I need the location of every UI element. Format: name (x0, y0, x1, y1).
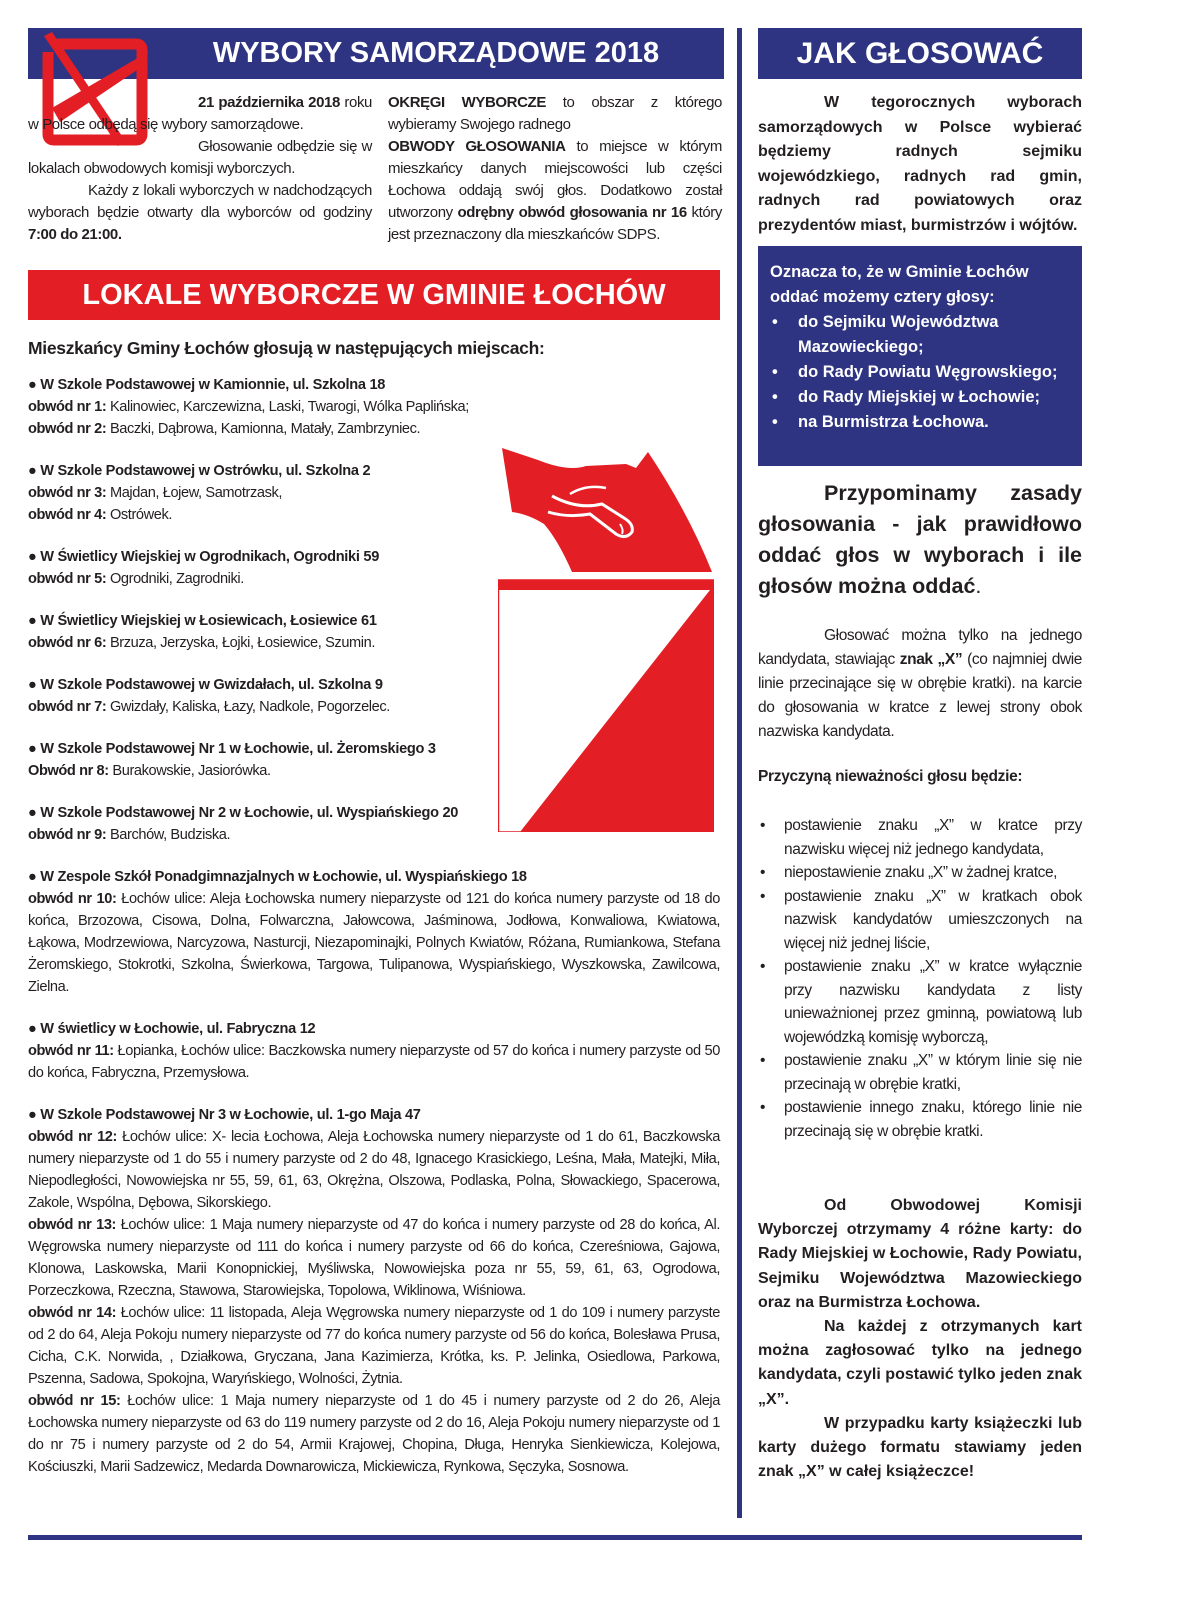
location-title: ● W Szkole Podstawowej w Kamionnie, ul. Szkolna 18 (28, 377, 386, 393)
hand-ballot-box-icon (498, 432, 714, 832)
obwod-entry (28, 1040, 720, 1084)
obwod-label: obwód nr 4: (28, 507, 107, 523)
obwod-label: obwód nr 14: (28, 1305, 117, 1321)
lokale-lead: Mieszkańcy Gminy Łochów głosują w następujących miejscach: (28, 338, 545, 358)
invalid-item: • postawienie innego znaku, którego linie nie przecinają się w obrębie kratki. (758, 1096, 1082, 1143)
right-intro-text: W tegorocznych wyborach samorządowych w Polsce wybierać będziemy radnych sejmiku wojewódzkiego, radnych rad gmin, radnych rad powiatowych oraz prezydentów miast, burmistrzów i wójtów. (758, 94, 1082, 234)
opening-hours: 7:00 do 21:00. (28, 226, 122, 243)
obwod-entry (28, 888, 720, 998)
how-to-vote-banner (758, 28, 1082, 79)
invalid-list (758, 814, 1082, 1143)
location-title: ● W Świetlicy Wiejskiej w Łosiewicach, Łosiewice 61 (28, 613, 377, 629)
obwod-streets: Łopianka, Łochów ulice: Baczkowska numery nieparzyste od 57 do końca i numery parzyste od 50 do końca, Fabryczna, Przemysłowa. (28, 1043, 720, 1081)
obwod-label: obwód nr 13: (28, 1217, 117, 1233)
bottom-rule (28, 1535, 1082, 1540)
obwod-label: obwód nr 7: (28, 699, 107, 715)
invalid-item: • postawienie znaku „X” w kratce wyłącznie przy nazwisku kandydata z listy unieważnionej przez gminną, powiatową lub wojewódzką komisję wyborczą, (758, 955, 1082, 1049)
obwod-entry (28, 824, 508, 846)
intro-text: roku w Polsce odbędą się wybory samorządowe. (28, 94, 372, 133)
votes-list (770, 310, 1070, 435)
obwod-label: obwód nr 9: (28, 827, 107, 843)
obwod-entry (28, 482, 508, 504)
vote-item: • do Rady Miejskiej w Łochowie; (770, 385, 1070, 410)
obwod-streets: Kalinowiec, Karczewizna, Laski, Twarogi, Wólka Paplińska; (106, 399, 469, 415)
obwod-entry (28, 568, 508, 590)
location-item (28, 610, 508, 654)
obwod-label: obwód nr 15: (28, 1393, 121, 1409)
obwod-label: obwód nr 2: (28, 421, 107, 437)
cards-paragraph: W przypadku karty książeczki lub karty dużego formatu stawiamy jeden znak „X” w całej książeczce! (758, 1414, 1082, 1481)
intro-right (388, 92, 722, 246)
location-item (28, 674, 508, 718)
intro-text: Każdy z lokali wyborczych w nadchodzących wyborach będzie otwarty dla wyborców od godziny (28, 182, 372, 221)
obwod-streets: Ogrodniki, Zagrodniki. (106, 571, 244, 587)
votes-lead: Oznacza to, że w Gminie Łochów oddać możemy cztery głosy: (770, 263, 1029, 306)
location-item (28, 546, 508, 590)
obwod-entry (28, 418, 508, 440)
invalid-item: • postawienie znaku „X” w którym linie się nie przecinają w obrębie kratki, (758, 1049, 1082, 1096)
intro-left (28, 92, 372, 246)
location-item (28, 1018, 720, 1084)
obwod-entry (28, 396, 508, 418)
location-title: ● W Szkole Podstawowej w Gwizdałach, ul. Szkolna 9 (28, 677, 383, 693)
obwod-label: obwód nr 5: (28, 571, 107, 587)
reminder-period: . (975, 574, 982, 598)
obwod-streets: Łochów ulice: 1 Maja numery nieparzyste od 47 do końca i numery parzyste od 28 do końca, Al. Węgrowska numery nieparzyste od 111 do końca i numery parzyste od 66 do końca, Czereśniowa, Gajowa, Klonowa, Laskowska, Marii Konopnickiej, Myśliwska, Nowowiejska poza nr 55, 59, 61, 63, Ogrodowa, Porzeczkowa, Rzeczna, Stawowa, Starowiejska, Topolowa, Wiklinowa, Wiśniowa. (28, 1217, 720, 1299)
obwod-streets: Ostrówek. (106, 507, 173, 523)
vote-item: • do Sejmiku Województwa Mazowieckiego; (770, 310, 1070, 360)
obwod-streets: Łochów ulice: 11 listopada, Aleja Węgrowska numery nieparzyste od 1 do 109 i numery parzyste od 2 do 64, Aleja Pokoju numery nieparzyste od 77 do końca numery parzyste od 56 do końca, Bolesława Prusa, Cicha, C.K. Norwida, , Działkowa, Gryczana, Jana Kazimierza, Krótka, ks. P. Jelinka, Osiedlowa, Parkowa, Pszenna, Sadowa, Spokojna, Waryńskiego, Wolności, Żytnia. (28, 1305, 720, 1387)
obwod16-term: odrębny obwód głosowania nr 16 (457, 204, 687, 221)
obwod-streets: Barchów, Budziska. (106, 827, 231, 843)
location-item (28, 802, 508, 846)
how-text: (co najmniej dwie linie przecinające się w obrębie kratki). na karcie do głosowania w kratce z lewej strony obok nazwiska kandydata. (758, 651, 1083, 740)
okregi-definition: to obszar z którego wybieramy Swojego radnego (388, 94, 722, 133)
obwod-entry (28, 1302, 720, 1390)
cards-info (758, 1194, 1082, 1484)
obwody-term: OBWODY GŁOSOWANIA (388, 138, 566, 155)
obwod-streets: Łochów ulice: X- lecia Łochowa, Aleja Łochowska numery nieparzyste od 1 do 61, Baczkowska numery nieparzyste od 1 do 55 i numery parzyste od 2 do 48, Ignacego Krasickiego, Leśna, Mała, Matejki, Miła, Niepodległości, Nowowiejska nr 55, 59, 61, 63, Okrężna, Olszowa, Podlaska, Polna, Słowackiego, Spacerowa, Zakole, Wspólna, Dębowa, Sikorskiego. (28, 1129, 721, 1211)
obwod-streets: Łochów ulice: Aleja Łochowska numery nieparzyste od 121 do końca numery parzyste od 18 do końca, Brzozowa, Cisowa, Dolna, Folwarczna, Jałowcowa, Jaśminowa, Jodłowa, Konwaliowa, Kwiatowa, Łąkowa, Modrzewiowa, Narcyzowa, Nasturcji, Niezapominajki, Polnych Kwiatów, Różana, Rumiankowa, Stefana Żeromskiego, Stokrotki, Szkolna, Świerkowa, Targowa, Tulipanowa, Wyspiańskiego, Wyszkowska, Zawilcowa, Zielna. (28, 891, 720, 995)
how-to-vote-title: JAK GŁOSOWAĆ (796, 36, 1044, 70)
location-item (28, 738, 508, 782)
location-item (28, 374, 508, 440)
obwod-entry (28, 1390, 720, 1478)
location-title: ● W świetlicy w Łochowie, ul. Fabryczna 12 (28, 1021, 316, 1037)
how-to-vote-text (758, 624, 1082, 744)
location-title: ● W Szkole Podstawowej Nr 1 w Łochowie, ul. Żeromskiego 3 (28, 741, 436, 757)
reminder-text: Przypominamy zasady głosowania - jak prawidłowo oddać głos w wyborach i ile głosów można oddać (758, 481, 1082, 598)
section-title: LOKALE WYBORCZE W GMINIE ŁOCHÓW (82, 278, 666, 311)
location-item (28, 1104, 720, 1478)
cards-paragraph: Na każdej z otrzymanych kart można zagłosować tylko na jednego kandydata, czyli postawić tylko jeden znak „X”. (758, 1318, 1082, 1408)
invalid-title: Przyczyną nieważności głosu będzie: (758, 768, 1023, 785)
obwod-entry (28, 632, 508, 654)
invalid-item: • postawienie znaku „X” w kratkach obok nazwisk kandydatów umieszczonych na więcej niż jednej liście, (758, 885, 1082, 956)
how-text: Głosować można tylko na jednego kandydata, stawiając (758, 627, 1082, 668)
page-title: WYBORY SAMORZĄDOWE 2018 (212, 37, 660, 69)
obwod-streets: Gwizdały, Kaliska, Łazy, Nadkole, Pogorzelec. (106, 699, 390, 715)
location-title: ● W Szkole Podstawowej Nr 2 w Łochowie, ul. Wyspiańskiego 20 (28, 805, 459, 821)
cards-paragraph: Od Obwodowej Komisji Wyborczej otrzymamy 4 różne karty: do Rady Miejskiej w Łochowie, Rady Powiatu, Sejmiku Województwa Mazowieckiego oraz na Burmistrza Łochowa. (758, 1197, 1082, 1311)
intro-text: Głosowanie odbędzie się w lokalach obwodowych komisji wyborczych. (28, 138, 372, 177)
invalid-item: • postawienie znaku „X” w kratce przy nazwisku więcej niż jednego kandydata, (758, 814, 1082, 861)
obwod-entry (28, 1214, 720, 1302)
location-title: ● W Świetlicy Wiejskiej w Ogrodnikach, Ogrodniki 59 (28, 549, 380, 565)
obwod-entry (28, 696, 508, 718)
obwod-streets: Baczki, Dąbrowa, Kamionna, Matały, Zambrzyniec. (106, 421, 421, 437)
obwod-label: Obwód nr 8: (28, 763, 109, 779)
location-title: ● W Zespole Szkół Ponadgimnazjalnych w Łochowie, ul. Wyspiańskiego 18 (28, 869, 527, 885)
location-title: ● W Szkole Podstawowej Nr 3 w Łochowie, ul. 1-go Maja 47 (28, 1107, 421, 1123)
obwod-streets: Brzuza, Jerzyska, Łojki, Łosiewice, Szumin. (106, 635, 375, 651)
obwod-label: obwód nr 12: (28, 1129, 117, 1145)
votes-box (758, 246, 1082, 466)
obwody-definition: to miejsce w którym mieszkańcy danych miejscowości lub części Łochowa oddają swój głos. Dodatkowo został utworzony (388, 138, 722, 221)
location-item (28, 460, 508, 526)
obwod-entry (28, 1126, 720, 1214)
obwod-label: obwód nr 3: (28, 485, 107, 501)
right-intro (758, 91, 1082, 238)
obwod-label: obwód nr 11: (28, 1043, 114, 1059)
column-divider (737, 28, 742, 1518)
obwod-entry (28, 760, 508, 782)
obwod-streets: Łochów ulice: 1 Maja numery nieparzyste od 1 do 45 i numery parzyste od 2 do 26, Aleja Łochowska numery nieparzyste od 63 do 119 numery parzyste od 2 do 16, Aleja Pokoju numery nieparzyste od 1 do nr 75 i numery parzyste od 2 do 54, Armii Krajowej, Chopina, Długa, Henryka Sienkiewicza, Kolejowa, Kościuszki, Marii Sadzewicz, Medarda Downarowicza, Mickiewicza, Rynkowa, Sęczyka, Sosnowa. (28, 1393, 720, 1475)
obwod-label: obwód nr 6: (28, 635, 107, 651)
location-item (28, 866, 720, 998)
lokale-banner (28, 270, 720, 320)
invalid-item: • niepostawienie znaku „X” w żadnej kratce, (758, 861, 1082, 885)
vote-item: • do Rady Powiatu Węgrowskiego; (770, 360, 1070, 385)
x-mark-term: znak „X” (899, 651, 963, 668)
reminder (758, 478, 1082, 602)
election-date: 21 października 2018 (198, 94, 340, 111)
obwod-entry (28, 504, 508, 526)
obwod16-definition: który jest przeznaczony dla mieszkańców SDPS. (388, 204, 722, 243)
obwod-streets: Majdan, Łojew, Samotrzask, (106, 485, 283, 501)
obwod-label: obwód nr 10: (28, 891, 117, 907)
vote-item: • na Burmistrza Łochowa. (770, 410, 1070, 435)
obwod-label: obwód nr 1: (28, 399, 107, 415)
okregi-term: OKRĘGI WYBORCZE (388, 94, 546, 111)
location-title: ● W Szkole Podstawowej w Ostrówku, ul. Szkolna 2 (28, 463, 371, 479)
obwod-streets: Burakowskie, Jasiorówka. (108, 763, 271, 779)
